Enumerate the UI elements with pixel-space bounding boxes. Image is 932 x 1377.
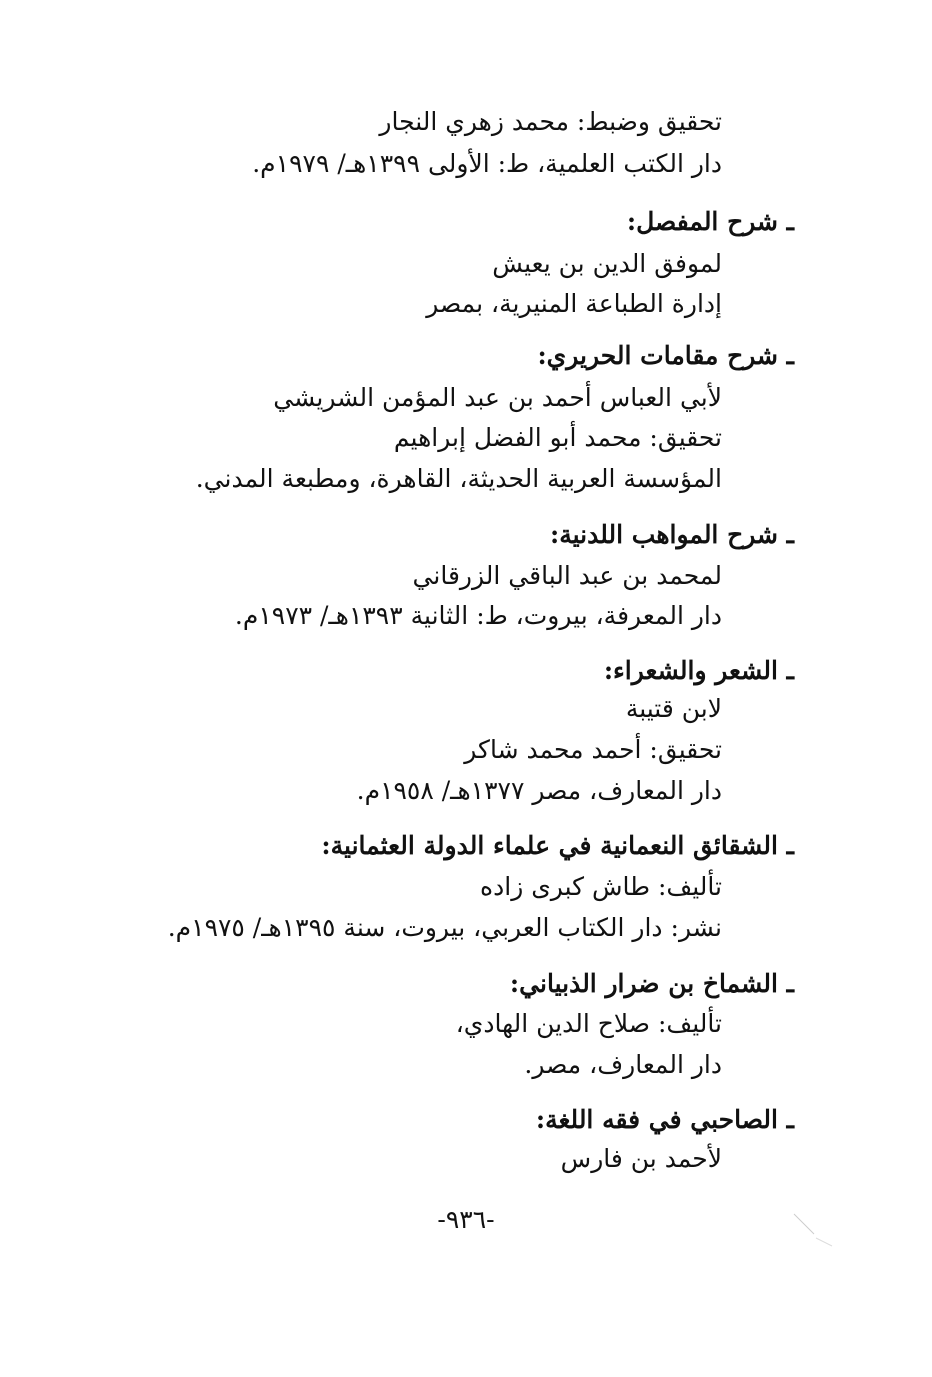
section-heading: ـ شرح مقامات الحريري: xyxy=(537,341,794,370)
entry-line: تأليف: صلاح الدين الهادي، xyxy=(455,1009,722,1038)
section-heading: ـ شرح المفصل: xyxy=(626,207,794,236)
entry-line: لأحمد بن فارس xyxy=(560,1144,722,1173)
entry-line: تأليف: طاش كبرى زاده xyxy=(480,872,722,901)
entry-line: إدارة الطباعة المنيرية، بمصر xyxy=(426,289,722,318)
entry-line: دار المعرفة، بيروت، ط: الثانية ١٣٩٣هـ/ ١٩٧٣م. xyxy=(234,601,722,630)
entry-line: المؤسسة العربية الحديثة، القاهرة، ومطبعة المدني. xyxy=(195,464,722,493)
entry-line: لابن قتيبة xyxy=(625,694,722,723)
entry-line: تحقيق: أحمد محمد شاكر xyxy=(464,735,722,764)
entry-line: دار المعارف، مصر ١٣٧٧هـ/ ١٩٥٨م. xyxy=(356,776,722,805)
page-number: -٩٣٦- xyxy=(437,1205,495,1234)
entry-line: لموفق الدين بن يعيش xyxy=(492,249,722,278)
entry-line: تحقيق: محمد أبو الفضل إبراهيم xyxy=(393,423,722,452)
section-heading: ـ الصاحبي في فقه اللغة: xyxy=(535,1105,794,1134)
scan-smudge xyxy=(792,1212,836,1248)
entry-line: دار المعارف، مصر. xyxy=(524,1050,722,1079)
entry-line: دار الكتب العلمية، ط: الأولى ١٣٩٩هـ/ ١٩٧٩م. xyxy=(252,149,722,178)
section-heading: ـ الشماخ بن ضرار الذبياني: xyxy=(509,969,794,998)
section-heading: ـ الشعر والشعراء: xyxy=(603,656,794,685)
entry-line: لمحمد بن عبد الباقي الزرقاني xyxy=(412,561,722,590)
entry-line: لأبي العباس أحمد بن عبد المؤمن الشريشي xyxy=(273,383,722,412)
entry-line: نشر: دار الكتاب العربي، بيروت، سنة ١٣٩٥هـ/ ١٩٧٥م. xyxy=(167,913,722,942)
section-heading: ـ الشقائق النعمانية في علماء الدولة العثمانية: xyxy=(321,831,794,860)
entry-line: تحقيق وضبط: محمد زهري النجار xyxy=(379,107,722,136)
section-heading: ـ شرح المواهب اللدنية: xyxy=(549,520,794,549)
